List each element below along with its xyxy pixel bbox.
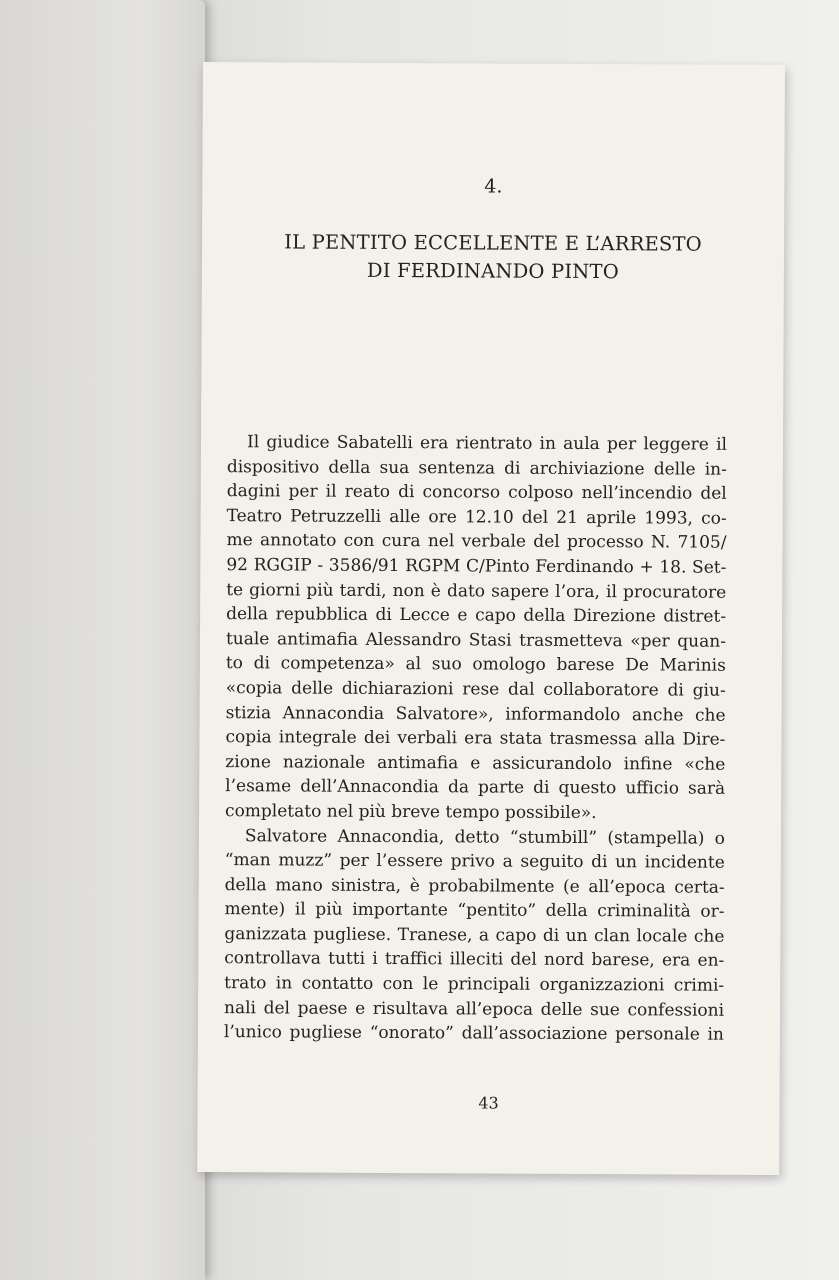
chapter-number: 4. — [484, 175, 503, 198]
chapter-title-line: DI FERDINANDO PINTO — [366, 258, 619, 284]
text-line: zione nazionale antimafia e assicurandolo infine «che — [225, 751, 726, 775]
body-text — [224, 430, 727, 1047]
text-line: ganizzata pugliese. Tranese, a capo di un clan locale che — [224, 923, 725, 947]
text-line: to di competenza» al suo omologo barese De Marinis — [225, 653, 726, 677]
text-line: l’esame dell’Annacondia da parte di questo ufficio sarà — [225, 776, 726, 800]
text-line: completato nel più breve tempo possibile». — [225, 801, 597, 823]
text-line: tuale antimafia Alessandro Stasi trasmetteva «per quan- — [225, 628, 727, 652]
text-line: stizia Annacondia Salvatore», informandolo anche che — [225, 702, 726, 726]
text-line: me annotato con cura nel verbale del processo N. 7105/ — [226, 530, 727, 554]
page-number: 43 — [478, 1093, 499, 1113]
text-line: Salvatore Annacondia, detto “stumbill” (stampella) o — [244, 825, 725, 849]
text-line: della repubblica di Lecce e capo della Direzione distret- — [226, 604, 727, 627]
text-line: 92 RGGIP - 3586/91 RGPM C/Pinto Ferdinando + 18. Set- — [226, 555, 727, 578]
text-line: Teatro Petruzzelli alle ore 12.10 del 21 aprile 1993, co- — [226, 505, 727, 529]
text-line: dagini per il reato di concorso colposo nell’incendio del — [226, 481, 727, 504]
text-line: te giorni più tardi, non è dato sapere l’ora, il procuratore — [226, 579, 727, 603]
text-line: nali del paese e risultava all’epoca delle sue confessioni — [223, 997, 725, 1021]
text-line: copia integrale dei verbali era stata trasmessa alla Dire- — [225, 727, 726, 750]
text-line: mente) il più importante “pentito” della criminalità or- — [224, 899, 725, 923]
text-line: «copia delle dichiarazioni rese dal collaboratore di giu- — [225, 678, 726, 701]
text-line: “man muzz” per l’essere privo a seguito di un incidente — [224, 850, 725, 873]
text-line: l’unico pugliese “onorato” dall’associazione personale in — [223, 1022, 724, 1045]
text-line: dispositivo della sua sentenza di archiviazione delle in- — [226, 456, 727, 480]
text-line: controllava tutti i traffici illeciti del nord barese, era en- — [224, 948, 725, 972]
text-line: trato in contatto con le principali organizzazioni crimi- — [224, 973, 725, 996]
text-line: Il giudice Sabatelli era rientrato in aula per leggere il — [246, 432, 728, 455]
text-line: della mano sinistra, è probabilmente (e all’epoca certa- — [224, 874, 725, 898]
chapter-title-line: IL PENTITO ECCELLENTE E L’ARRESTO — [284, 230, 702, 256]
chapter-title — [202, 228, 784, 287]
left-page — [0, 0, 205, 1280]
book-page — [197, 62, 785, 1175]
